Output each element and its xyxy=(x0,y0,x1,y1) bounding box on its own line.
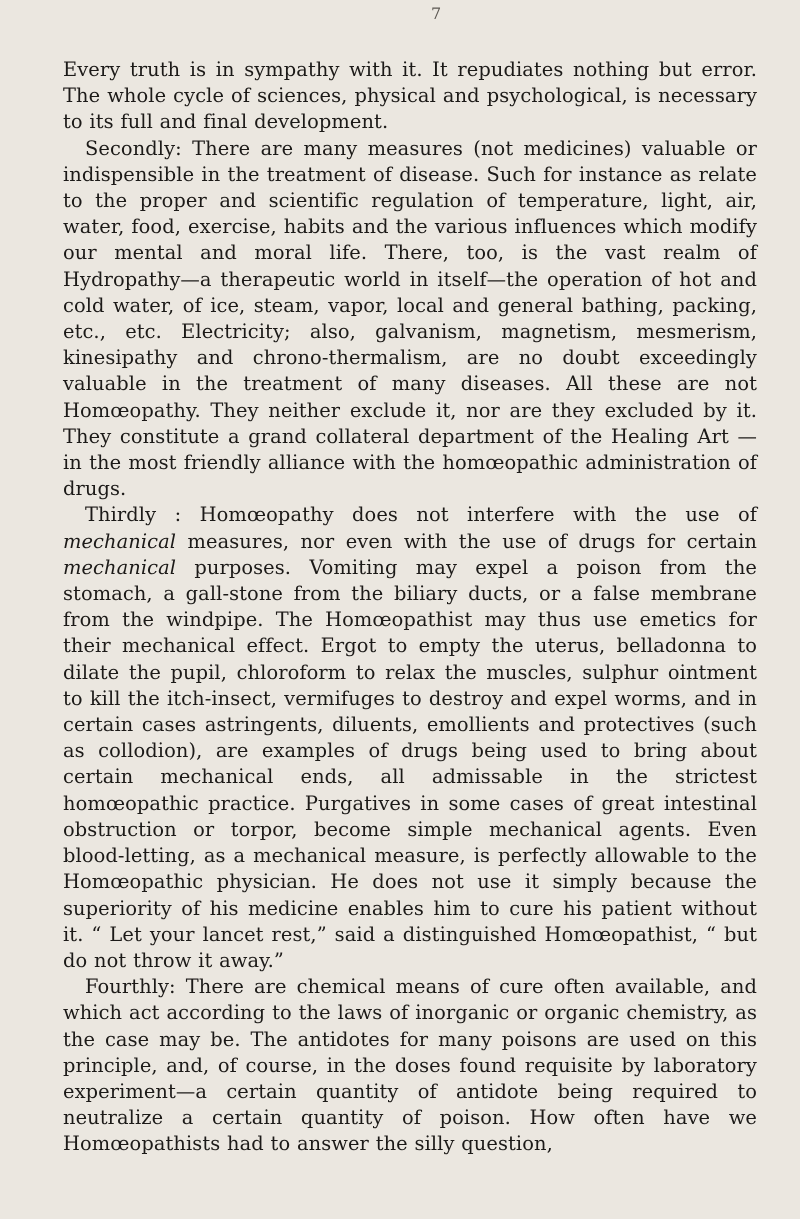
paragraph-text: Secondly: There are many measures (not medicines) valuable or indispensible in the treatment of disease. Such for instance as relate to the proper and scientific regulation of temperature, light, air, water, food, exercise, habits and the various influences which modify our mental and moral life. There, too, is the vast realm of Hydropathy—a therapeutic world in itself—the operation of hot and cold water, of ice, steam, vapor, local and general bathing, packing, etc., etc. Electricity; also, galvanism, magnetism, mesmerism, kinesipathy and chrono-thermalism, are no doubt exceedingly valuable in the treatment of many diseases. All these are not Homœopathy. They neither exclude it, nor are they excluded by it. They constitute a grand collateral department of the Healing Art — in the most friendly alliance with the homœopathic administration of drugs. xyxy=(63,136,757,501)
paragraph-truth xyxy=(63,57,757,136)
paragraph-text: measures, nor even with the use of drugs for certain xyxy=(176,529,757,553)
page-number: 7 xyxy=(431,4,442,23)
paragraph-secondly xyxy=(63,136,757,503)
text-column xyxy=(63,57,757,1158)
paragraph-text: Every truth is in sympathy with it. It repudiates nothing but error. The whole cycle of sciences, physical and psychological, is necessary to its full and final development. xyxy=(63,58,757,134)
emphasized-text: mechanical xyxy=(63,529,177,553)
paragraph-fourthly xyxy=(63,974,757,1157)
paragraph-thirdly xyxy=(63,502,757,974)
paragraph-text: Thirdly : Homœopathy does not interfere with the use of xyxy=(85,503,757,527)
emphasized-text: mechanical xyxy=(63,555,177,579)
paragraph-text: purposes. Vomiting may expel a poison from the stomach, a gall-stone from the biliary ducts, or a false membrane from the windpipe. The Homœopathist may thus use emetics for their mechanical effect. Ergot to empty the uterus, belladonna to dilate the pupil, chloroform to relax the muscles, sulphur ointment to kill the itch-insect, vermifuges to destroy and expel worms, and in certain cases astringents, diluents, emollients and protectives (such as collodion), are examples of drugs being used to bring about certain mechanical ends, all admissable in the strictest homœopathic practice. Purgatives in some cases of great intestinal obstruction or torpor, become simple mechanical agents. Even blood-letting, as a mechanical measure, is perfectly allowable to the Homœopathic physician. He does not use it simply because the superiority of his medicine enables him to cure his patient without it. “ Let your lancet rest,” said a distinguished Homœopathist, “ but do not throw it away.” xyxy=(63,555,757,972)
paragraph-text: Fourthly: There are chemical means of cure often available, and which act according to the laws of inorganic or organic chemistry, as the case may be. The antidotes for many poisons are used on this principle, and, of course, in the doses found requisite by laboratory experiment—a certain quantity of antidote being required to neutralize a certain quantity of poison. How often have we Homœopathists had to answer the silly question, xyxy=(63,975,757,1156)
